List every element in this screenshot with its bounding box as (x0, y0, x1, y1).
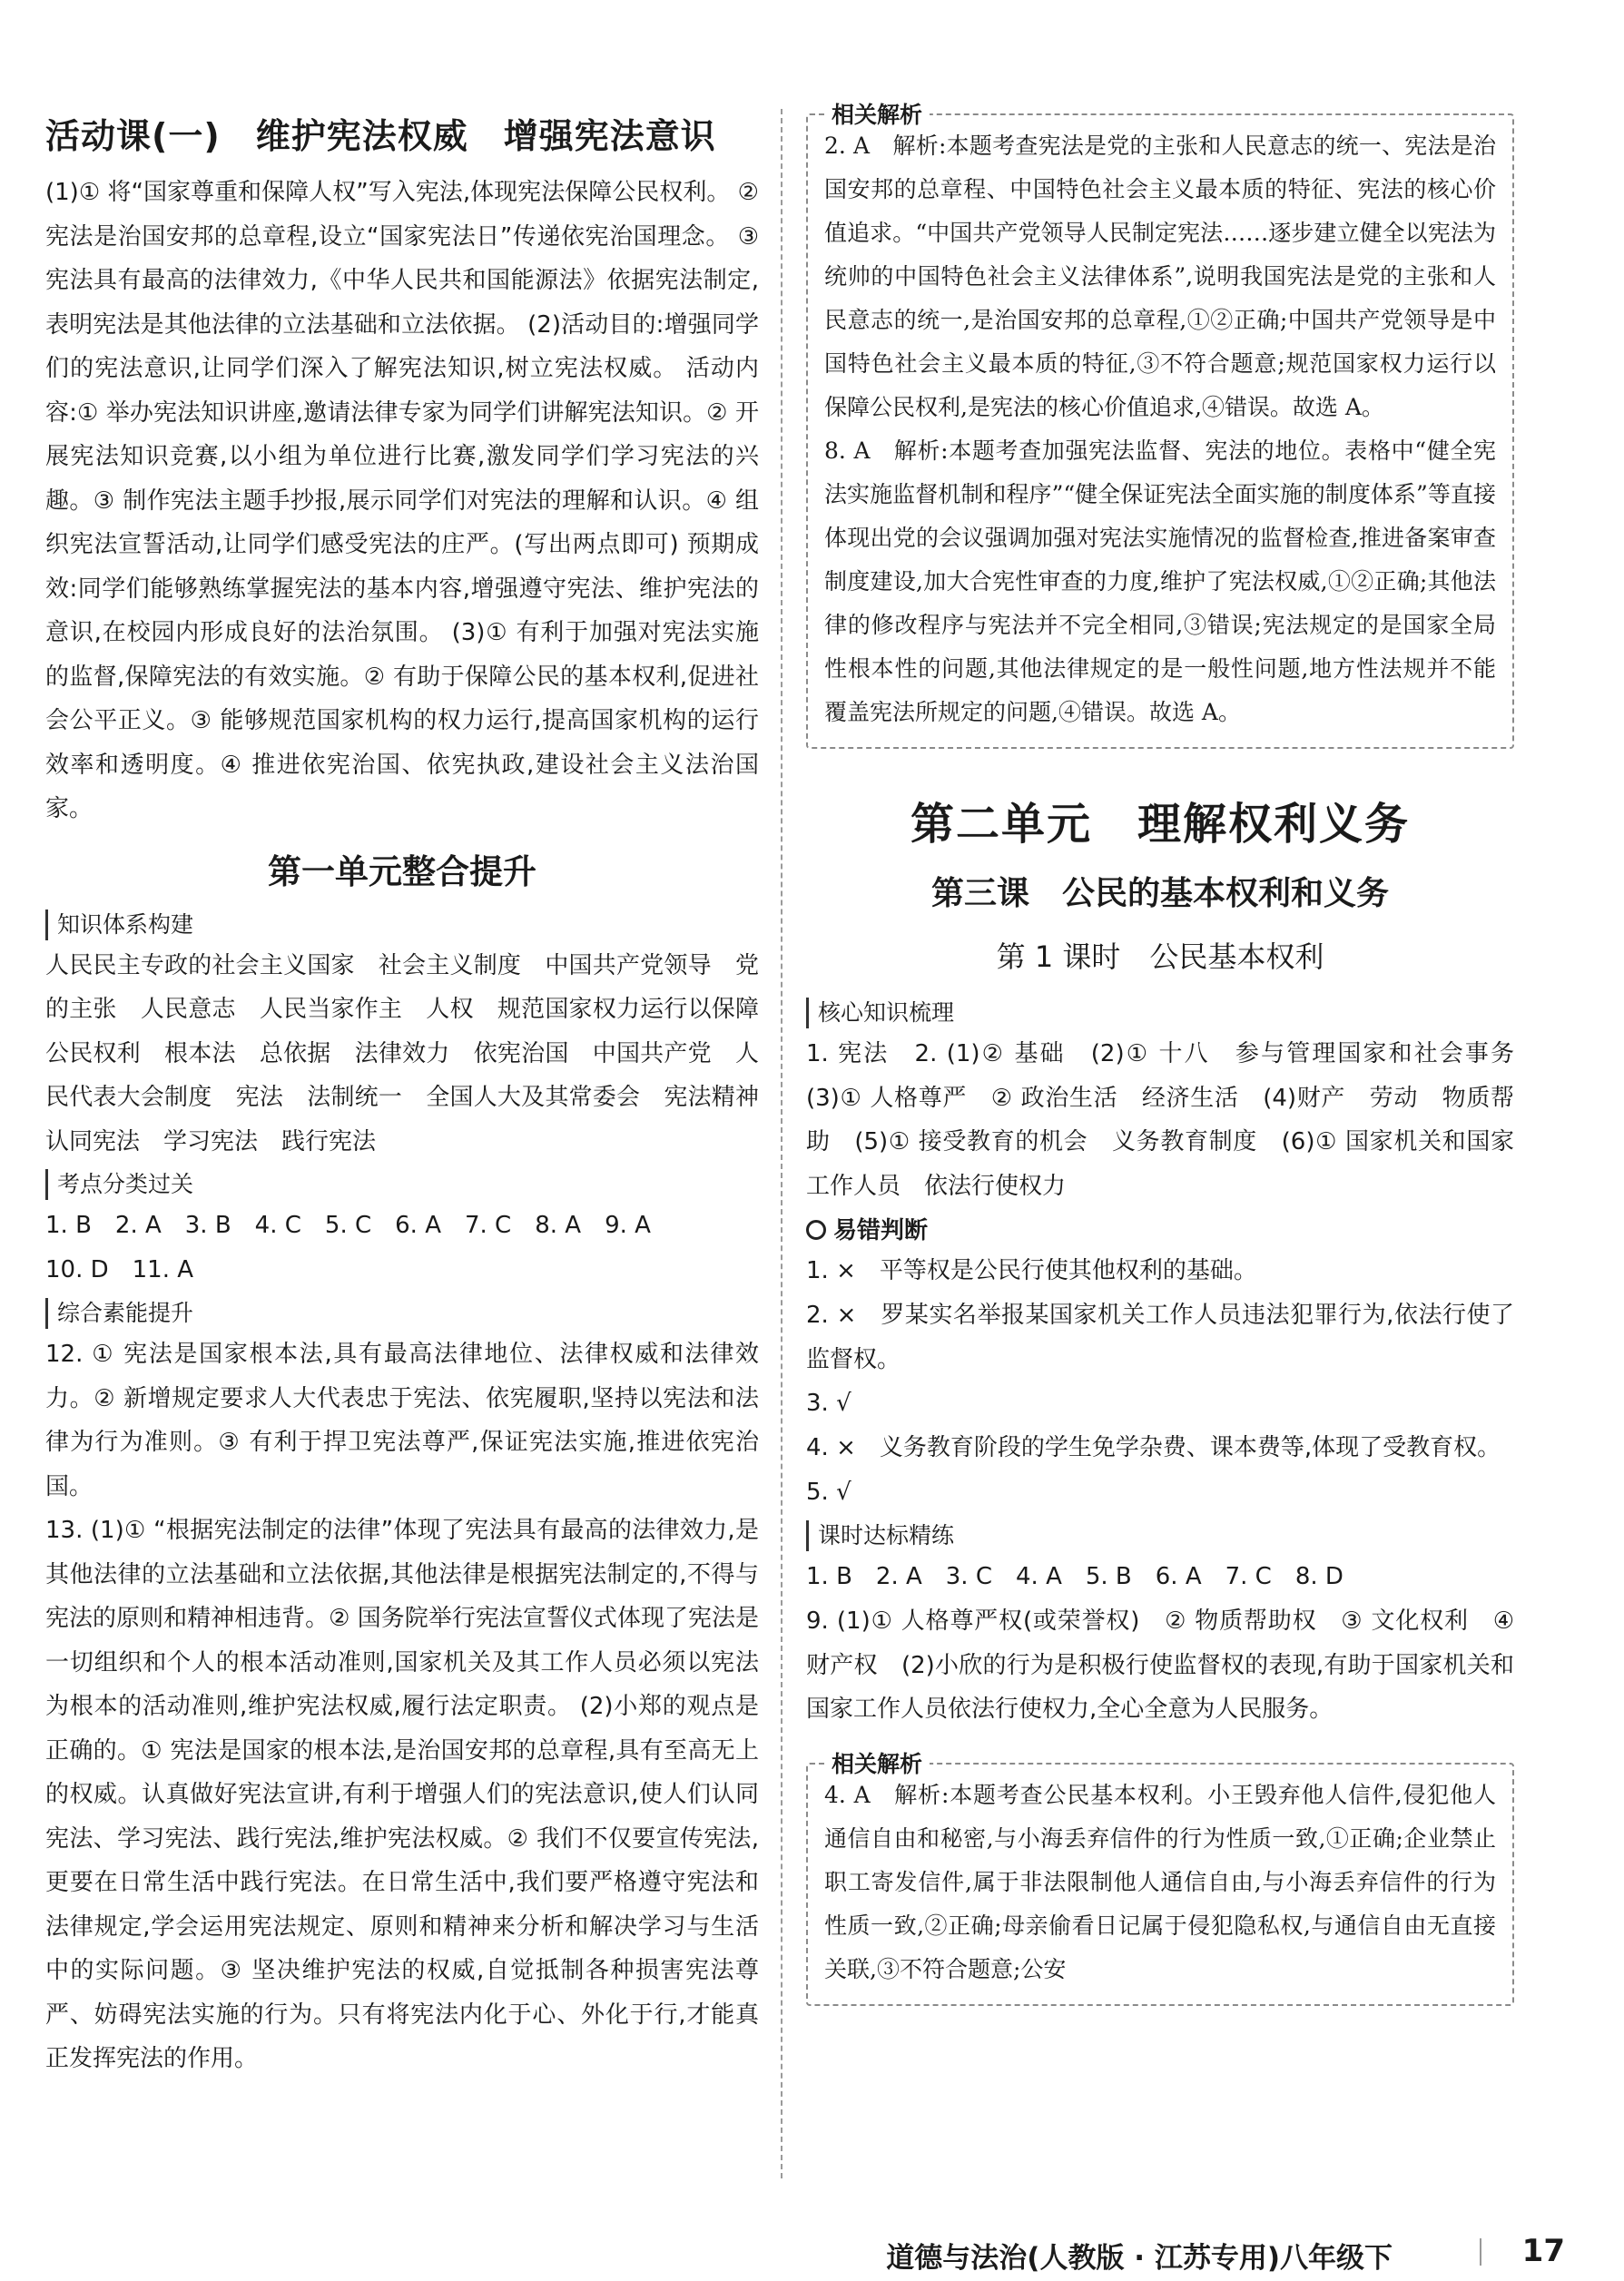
analysis-q8: 8. A 解析:本题考查加强宪法监督、宪法的地位。表格中“健全宪法实施监督机制和程序”“健全保证宪法全面实施的制度体系”等直接体现出党的会议强调加强对宪法实施情况的监督检查,推进备案审查制度建设,加大合宪性审查的力度,维护了宪法权威,①②正确;其他法律的修改程序与宪法并不完全相同,③错误;宪法规定的是国家全局性根本性的问题,其他法律规定的是一般性问题,地方性法规并不能覆盖宪法所规定的问题,④错误。故选 A。 (824, 438, 1496, 725)
lesson-title: 第三课 公民的基本权利和义务 (930, 875, 1389, 912)
judge-item: 5. √ (806, 1479, 851, 1506)
question-9-answer: 9. (1)① 人格尊严权(或荣誉权) ② 物质帮助权 ③ 文化权利 ④ 财产权 (2)小欣的行为是积极行使监督权的表现,有助于国家机关和国家工作人员依法行使权力,全心全意为人民服务。 (806, 1608, 1514, 1723)
analysis-q2: 2. A 解析:本题考查宪法是党的主张和人民意志的统一、宪法是治国安邦的总章程、中国特色社会主义最本质的特征、宪法的核心价值追求。“中国共产党领导人民制定宪法……逐步建立健全以宪法为统帅的中国特色社会主义法律体系”,说明我国宪法是党的主张和人民意志的统一,是治国安邦的总章程,①②正确;中国共产党领导是中国特色社会主义最本质的特征,③不符合题意;规范国家权力运行以保障公民权利,是宪法的核心价值追求,④错误。故选 A。 (824, 133, 1496, 420)
core-answer: 1. 宪法 2. (1)② 基础 (2)① 十八 参与管理国家和社会事务 (3)① 人格尊严 ② 政治生活 经济生活 (4)财产 劳动 物质帮助 (5)① 接受教育的机会 义务教育制度 (6)① 国家机关和国家工作人员 依法行使权力 (806, 1040, 1539, 1200)
period-title: 第 1 课时 公民基本权利 (996, 939, 1324, 974)
question-12-answer: 12. ① 宪法是国家根本法,具有最高法律地位、法律权威和法律效力。② 新增规定要求人大代表忠于宪法、依宪履职,坚持以宪法和法律为行为准则。③ 有利于捍卫宪法尊严,保证宪法实施,推进依宪治国。 (45, 1341, 759, 1500)
column-divider (781, 109, 782, 2178)
tag-knowledge: 知识体系构建 (45, 909, 202, 940)
error-judgment-label: 易错判断 (833, 1217, 929, 1244)
judge-item: 2. × 罗某实名举报某国家机关工作人员违法犯罪行为,依法行使了监督权。 (806, 1302, 1514, 1373)
activity-title: 活动课(一) 维护宪法权威 增强宪法意识 (45, 116, 716, 156)
points-answers-line-1: 1. B 2. A 3. B 4. C 5. C 6. A 7. C 8. A 9. A (45, 1212, 651, 1239)
tag-practice: 课时达标精练 (806, 1520, 963, 1551)
unit-review-title: 第一单元整合提升 (268, 851, 536, 891)
tag-core: 核心知识梳理 (806, 998, 963, 1028)
footer-separator (1480, 2238, 1481, 2266)
analysis-box-title: 相关解析 (824, 97, 930, 130)
bullet-icon (806, 1220, 826, 1240)
tag-comprehensive: 综合素能提升 (45, 1298, 202, 1329)
activity-answer: (1)① 将“国家尊重和保障人权”写入宪法,体现宪法保障公民权利。 ② 宪法是治国安邦的总章程,设立“国家宪法日”传递依宪治国理念。 ③ 宪法具有最高的法律效力,《中华人民共和国能源法》依据宪法制定,表明宪法是其他法律的立法基础和立法依据。 (2)活动目的:增强同学们的宪法意识,让同学们深入了解宪法知识,树立宪法权威。 活动内容:① 举办宪法知识讲座,邀请法律专家为同学们讲解宪法知识。② 开展宪法知识竞赛,以小组为单位进行比赛,激发同学们学习宪法的兴趣。③ 制作宪法主题手抄报,展示同学们对宪法的理解和认识。④ 组织宪法宣誓活动,让同学们感受宪法的庄严。(写出两点即可) 预期成效:同学们能够熟练掌握宪法的基本内容,增强遵守宪法、维护宪法的意识,在校园内形成良好的法治氛围。 (3)① 有利于加强对宪法实施的监督,保障宪法的有效实施。② 有助于保障公民的基本权利,促进社会公平正义。③ 能够规范国家机构的权力运行,提高国家机构的运行效率和透明度。④ 推进依宪治国、依宪执政,建设社会主义法治国家。 (45, 179, 759, 822)
analysis-box-2 (806, 1750, 1514, 2006)
book-title: 道德与法治(人教版 · 江苏专用)八年级下 (886, 2242, 1393, 2275)
points-answers-line-2: 10. D 11. A (45, 1256, 194, 1283)
knowledge-answer: 人民民主专政的社会主义国家 社会主义制度 中国共产党领导 党的主张 人民意志 人民当家作主 人权 规范国家权力运行以保障公民权利 根本法 总依据 法律效力 依宪治国 中国共产党 人民代表大会制度 宪法 法制统一 全国人大及其常委会 宪法精神 认同宪法 学习宪法 践行宪法 (45, 951, 783, 1155)
tag-points: 考点分类过关 (45, 1169, 202, 1200)
practice-answers-line-1: 1. B 2. A 3. C 4. A 5. B 6. A 7. C 8. D (806, 1563, 1343, 1590)
error-judgment-heading (806, 1212, 1514, 1245)
analysis-q4: 4. A 解析:本题考查公民基本权利。小王毁弃他人信件,侵犯他人通信自由和秘密,与小海丢弃信件的行为性质一致,①正确;企业禁止职工寄发信件,属于非法限制他人通信自由,与小海丢弃信件的行为性质一致,②正确;母亲偷看日记属于侵犯隐私权,与通信自由无直接关联,③不符合题意;公安 (824, 1781, 1496, 1982)
analysis-box-title: 相关解析 (824, 1746, 930, 1779)
analysis-box-1 (806, 102, 1514, 749)
page-number: 17 (1521, 2233, 1565, 2269)
judge-item: 3. √ (806, 1390, 851, 1417)
left-column (45, 86, 783, 2081)
unit-title: 第二单元 理解权利义务 (910, 799, 1410, 850)
question-13-answer: 13. (1)① “根据宪法制定的法律”体现了宪法具有最高的法律效力,是其他法律的立法基础和立法依据,其他法律是根据宪法制定的,不得与宪法的原则和精神相违背。② 国务院举行宪法宣誓仪式体现了宪法是一切组织和个人的根本活动准则,国家机关及其工作人员必须以宪法为根本的活动准则,维护宪法权威,履行法定职责。 (2)小郑的观点是正确的。① 宪法是国家的根本法,是治国安邦的总章程,具有至高无上的权威。认真做好宪法宣讲,有利于增强人们的宪法意识,使人们认同宪法、学习宪法、践行宪法,维护宪法权威。② 我们不仅要宣传宪法,更要在日常生活中践行宪法。在日常生活中,我们要严格遵守宪法和法律规定,学会运用宪法规定、原则和精神来分析和解决学习与生活中的实际问题。③ 坚决维护宪法的权威,自觉抵制各种损害宪法尊严、妨碍宪法实施的行为。只有将宪法内化于心、外化于行,才能真正发挥宪法的作用。 (45, 1517, 759, 2072)
right-column (806, 86, 1539, 2006)
judge-item: 4. × 义务教育阶段的学生免学杂费、课本费等,体现了受教育权。 (806, 1434, 1501, 1461)
judge-item: 1. × 平等权是公民行使其他权利的基础。 (806, 1257, 1257, 1284)
